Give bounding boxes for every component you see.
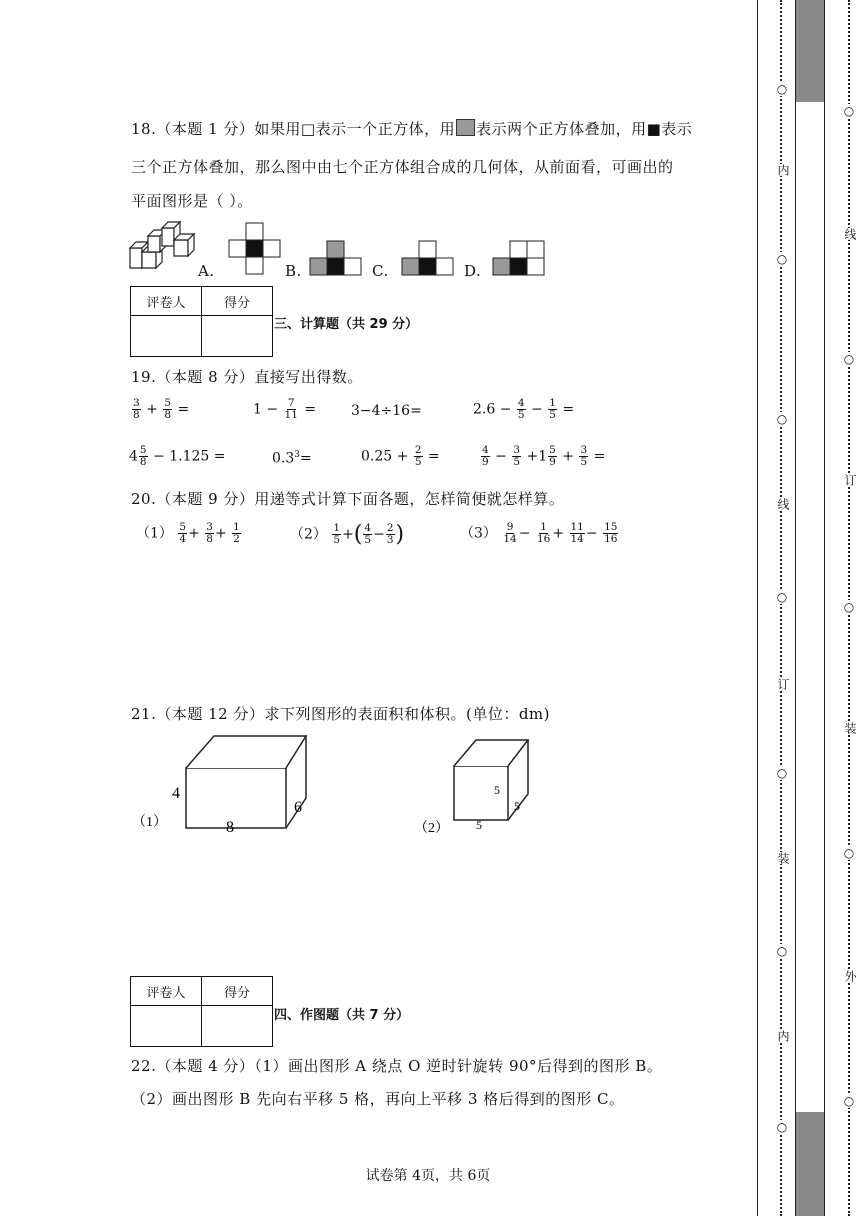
binding-strip [795, 0, 825, 1216]
q21-title: 21.（本题 12 分）求下列图形的表面积和体积。(单位：dm) [131, 705, 551, 723]
grader-cell[interactable] [131, 1006, 202, 1047]
inner-marker-12: ○ [775, 1120, 789, 1134]
option-e-figure[interactable] [491, 240, 547, 276]
option-a-label[interactable]: A. [198, 262, 215, 280]
fig2-height: 5 [494, 783, 500, 797]
q18-line1: 18.（本题 1 分）如果用□表示一个正方体，用 表示两个正方体叠加，用■表示 [131, 120, 693, 138]
option-c-figure[interactable] [308, 240, 364, 276]
cuboid-figure [130, 728, 340, 840]
fig1-label: （1） [132, 815, 167, 830]
option-d-figure[interactable] [400, 240, 456, 276]
score-cell[interactable] [202, 316, 273, 357]
binding-gray-top [796, 0, 824, 102]
inner-marker-4: ○ [775, 412, 789, 426]
option-b-label[interactable]: B. [285, 262, 302, 280]
binding-border-left [757, 0, 758, 1216]
q19-expr-8: $\frac{4}{9}$ − $\frac{3}{5}$ +1 $\frac{5}{9}$ + $\frac{3}{5}$ = [482, 444, 606, 468]
inner-marker-2: 内 [776, 164, 790, 176]
q22-line2: （2）画出图形 B 先向右平移 5 格，再向上平移 3 格后得到的图形 C。 [131, 1090, 625, 1108]
fig1-depth: 6 [294, 799, 302, 816]
score-header: 得分 [202, 977, 273, 1006]
q20-title: 20.（本题 9 分）用递等式计算下面各题，怎样简便就怎样算。 [131, 490, 565, 508]
inner-marker-3: ○ [775, 252, 789, 266]
inner-marker-5: 线 [776, 498, 790, 510]
outer-marker-1: ○ [842, 104, 856, 118]
grader-header: 评卷人 [131, 977, 202, 1006]
stacked-square-icon [456, 119, 475, 136]
option-b-figure[interactable] [228, 222, 282, 276]
fig1-width: 8 [226, 819, 234, 836]
page-footer: 试卷第 4页，共 6页 [365, 1168, 491, 1184]
score-header: 得分 [202, 287, 273, 316]
q19-expr-6: $0.3^3=$ [272, 450, 312, 467]
grader-cell[interactable] [131, 316, 202, 357]
outer-marker-2: 线 [843, 228, 857, 240]
q19-expr-4: 2.6 − $\frac{4}{5}$ − $\frac{1}{5}$ = [473, 397, 575, 421]
q19-expr-1: $\frac{3}{8}$ + $\frac{5}{8}$ = [133, 397, 190, 421]
outer-marker-8: 外 [843, 970, 857, 982]
q19-expr-2: 1 − $\frac{7}{11}$ = [253, 397, 317, 421]
inner-marker-6: ○ [775, 590, 789, 604]
cube-solid-figure [128, 218, 200, 274]
score-cell[interactable] [202, 1006, 273, 1047]
outer-marker-3: ○ [842, 352, 856, 366]
option-c-label[interactable]: C. [372, 262, 389, 280]
outer-marker-5: ○ [842, 600, 856, 614]
outer-marker-4: 订 [843, 474, 857, 486]
inner-marker-11: 内 [776, 1030, 790, 1042]
fig1-height: 4 [172, 785, 180, 802]
fig2-width: 5 [476, 818, 482, 832]
outer-marker-7: ○ [842, 846, 856, 860]
q19-expr-3: 3−4÷16= [351, 403, 422, 419]
q19-title: 19.（本题 8 分）直接写出得数。 [131, 368, 363, 386]
outer-marker-6: 装 [843, 722, 857, 734]
score-table-section-4 [130, 976, 273, 1047]
grader-header: 评卷人 [131, 287, 202, 316]
q20-problem-1: （1） $\frac{5}{4}$ + $\frac{3}{8}$ + $\frac{1}{2}$ [136, 521, 240, 545]
cube-figure [412, 728, 552, 840]
q22-line1: 22.（本题 4 分）（1）画出图形 A 绕点 O 逆时针旋转 90°后得到的图形 B。 [131, 1057, 663, 1075]
q18-line3: 平面图形是（ ）。 [131, 192, 253, 210]
inner-marker-10: ○ [775, 944, 789, 958]
inner-marker-7: 订 [776, 678, 790, 690]
q20-problem-2: （2） $\frac{1}{5}$ +( $\frac{4}{5}$ − $\frac{2}{3}$ ) [290, 522, 405, 547]
inner-marker-1: ○ [775, 82, 789, 96]
fig2-depth: 5 [514, 799, 520, 813]
fig2-label: （2） [414, 821, 449, 836]
inner-marker-9: 装 [776, 852, 790, 864]
inner-marker-8: ○ [775, 766, 789, 780]
section-3-title: 三、计算题（共 29 分） [274, 317, 419, 332]
q19-expr-7: 0.25 + $\frac{2}{5}$ = [361, 444, 440, 468]
score-table-section-3 [130, 286, 273, 357]
binding-gray-bottom [796, 1112, 824, 1216]
q18-line2: 三个正方体叠加，那么图中由七个正方体组合成的几何体，从前面看，可画出的 [131, 158, 674, 176]
option-d-label[interactable]: D. [464, 262, 482, 280]
section-4-title: 四、作图题（共 7 分） [274, 1008, 410, 1023]
q19-expr-5: 4 $\frac{5}{8}$ − 1.125 = [129, 444, 226, 468]
q20-problem-3: （3） $\frac{9}{14}$ − $\frac{1}{16}$ + $\frac{11}{14}$ − $\frac{15}{16}$ [460, 521, 618, 545]
outer-marker-9: ○ [842, 1094, 856, 1108]
